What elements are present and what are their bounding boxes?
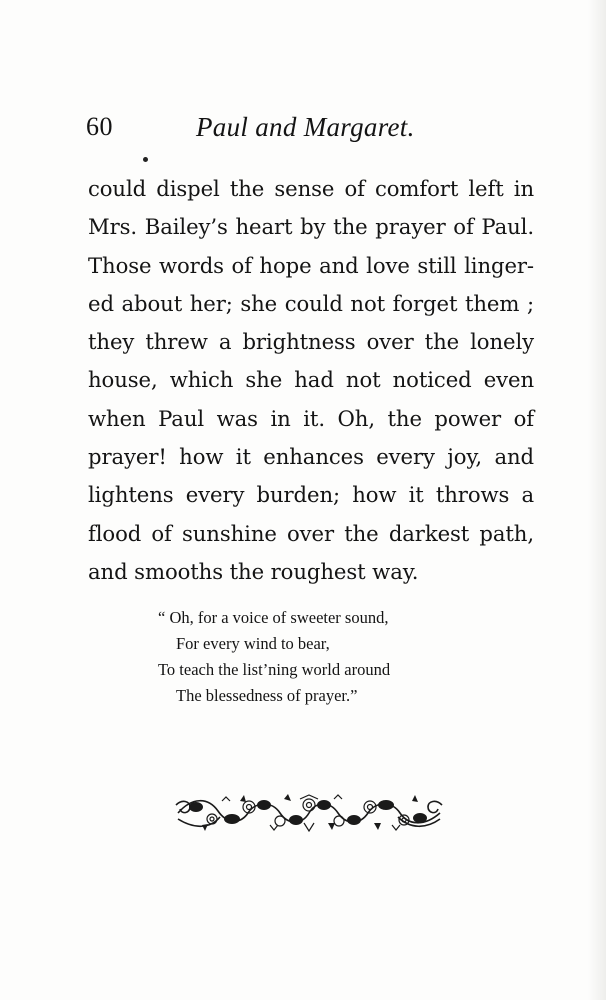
page-edge-shadow <box>588 0 606 1000</box>
body-line: lightens every burden; how it throws a <box>88 482 534 508</box>
body-line: they threw a brightness over the lonely <box>88 329 534 355</box>
running-title: Paul and Margaret. <box>196 112 415 142</box>
body-line: flood of sunshine over the darkest path, <box>88 520 534 546</box>
verse-line: “ Oh, for a voice of sweeter sound, <box>158 608 389 627</box>
page-number: 60 <box>86 112 113 141</box>
body-line: Mrs. Bailey’s heart by the prayer of Paul. <box>88 214 534 240</box>
body-line: when Paul was in it. Oh, the power of <box>88 405 534 431</box>
verse-line: To teach the list’ning world around <box>158 660 391 679</box>
body-line: could dispel the sense of comfort left in <box>88 176 534 201</box>
body-line: prayer! how it enhances every joy, and <box>88 444 534 470</box>
verse-quotation <box>158 605 458 709</box>
body-line: house, which she had not noticed even <box>88 367 534 393</box>
body-paragraph <box>88 170 534 591</box>
body-line: ed about her; she could not forget them ; <box>88 290 534 316</box>
ink-speck <box>143 157 148 162</box>
floral-tailpiece-icon <box>174 793 444 833</box>
verse-line: For every wind to bear, <box>176 634 330 653</box>
body-line: and smooths the roughest way. <box>88 558 419 584</box>
body-line: Those words of hope and love still linger- <box>88 252 534 278</box>
verse-line: The blessedness of prayer.” <box>176 686 358 705</box>
running-header <box>86 112 536 152</box>
